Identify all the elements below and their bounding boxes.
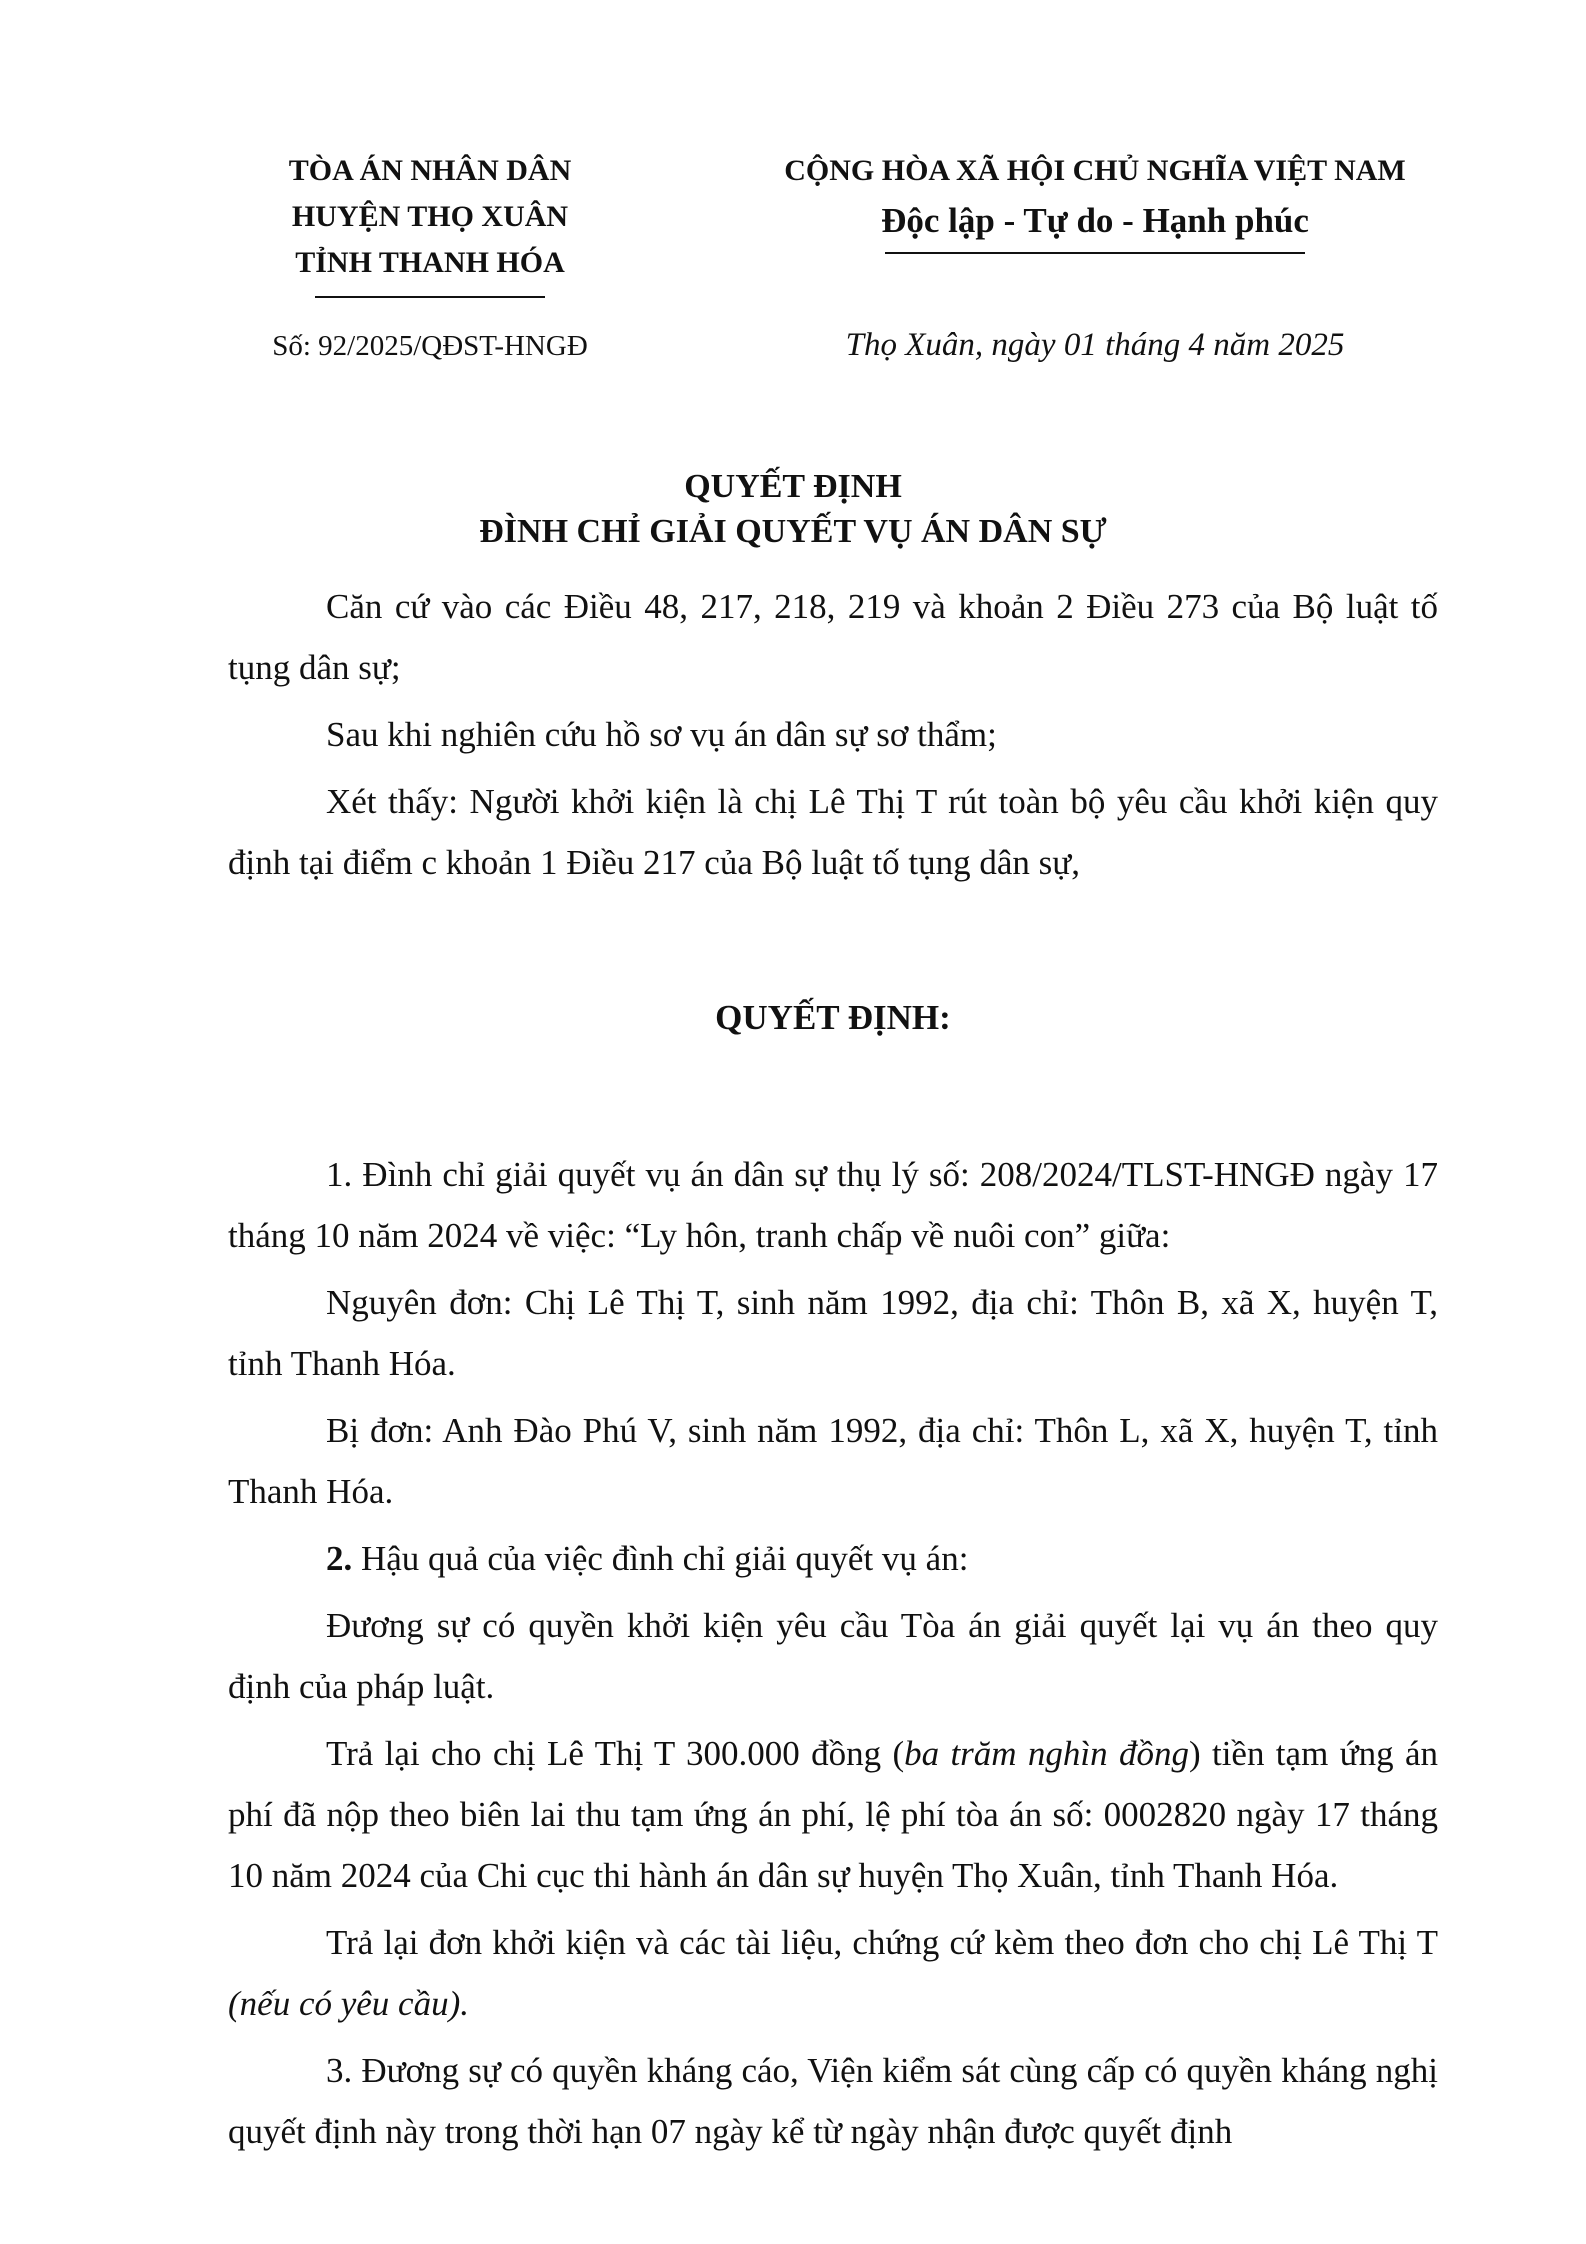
court-name-line2: HUYỆN THỌ XUÂN bbox=[291, 200, 569, 233]
preamble-legal-basis: Căn cứ vào các Điều 48, 217, 218, 219 và khoản 2 Điều 273 của Bộ luật tố tụng dân sự; bbox=[228, 587, 1438, 687]
national-header bbox=[690, 148, 1500, 254]
decision-item-2-text: Hậu quả của việc đình chỉ giải quyết vụ án: bbox=[352, 1539, 969, 1578]
document-date: Thọ Xuân, ngày 01 tháng 4 năm 2025 bbox=[845, 327, 1345, 363]
decision-item-2-number: 2. bbox=[326, 1539, 353, 1578]
return-condition: (nếu có yêu cầu). bbox=[228, 1984, 469, 2023]
return-text: Trả lại đơn khởi kiện và các tài liệu, chứng cứ kèm theo đơn cho chị Lê Thị T bbox=[326, 1923, 1438, 1962]
court-name-line1: TÒA ÁN NHÂN DÂN bbox=[288, 154, 572, 187]
document-title bbox=[0, 464, 1586, 554]
decision-item-2 bbox=[228, 1528, 1438, 1589]
consequence-return-documents bbox=[228, 1912, 1438, 2034]
decision-item-1: 1. Đình chỉ giải quyết vụ án dân sự thụ lý số: 208/2024/TLST-HNGĐ ngày 17 tháng 10 năm 2024 về việc: “Ly hôn, tranh chấp về nuôi con” giữa: bbox=[228, 1155, 1438, 1255]
consequence-relitigate: Đương sự có quyền khởi kiện yêu cầu Tòa án giải quyết lại vụ án theo quy định của pháp luật. bbox=[228, 1606, 1438, 1706]
plaintiff-info: Nguyên đơn: Chị Lê Thị T, sinh năm 1992, địa chỉ: Thôn B, xã X, huyện T, tỉnh Thanh Hóa. bbox=[228, 1283, 1438, 1383]
preamble-review: Sau khi nghiên cứu hồ sơ vụ án dân sự sơ thẩm; bbox=[326, 715, 997, 754]
court-name-line3: TỈNH THANH HÓA bbox=[295, 246, 565, 279]
defendant-info: Bị đơn: Anh Đào Phú V, sinh năm 1992, địa chỉ: Thôn L, xã X, huyện T, tỉnh Thanh Hóa. bbox=[228, 1411, 1438, 1511]
national-header-divider bbox=[885, 252, 1305, 254]
national-motto: Độc lập - Tự do - Hạnh phúc bbox=[881, 201, 1309, 240]
refund-amount-words: ba trăm nghìn đồng bbox=[904, 1734, 1189, 1773]
refund-text-part2: ) tiền tạm ứng án phí đã nộp theo biên lai thu tạm ứng án phí, lệ phí tòa án số: 0002820 ngày 17 tháng 10 năm 2024 của Chi cục thi hành án dân sự huyện Thọ Xuân, tỉnh Thanh Hóa. bbox=[228, 1734, 1438, 1895]
decision-item-3: 3. Đương sự có quyền kháng cáo, Viện kiểm sát cùng cấp có quyền kháng nghị quyết định này trong thời hạn 07 ngày kể từ ngày nhận được quyết định bbox=[228, 2051, 1438, 2151]
document-number: Số: 92/2025/QĐST-HNGĐ bbox=[272, 330, 588, 362]
court-header-divider bbox=[315, 296, 545, 298]
national-title: CỘNG HÒA XÃ HỘI CHỦ NGHĨA VIỆT NAM bbox=[784, 154, 1406, 187]
consequence-refund-fee bbox=[228, 1723, 1438, 1906]
document-title-line1: QUYẾT ĐỊNH bbox=[684, 468, 902, 505]
document-body bbox=[228, 576, 1438, 2162]
court-header bbox=[215, 148, 645, 298]
document-title-line2: ĐÌNH CHỈ GIẢI QUYẾT VỤ ÁN DÂN SỰ bbox=[479, 513, 1107, 550]
refund-text-part1: Trả lại cho chị Lê Thị T 300.000 đồng ( bbox=[326, 1734, 905, 1773]
decision-heading: QUYẾT ĐỊNH: bbox=[715, 998, 951, 1037]
preamble-consideration: Xét thấy: Người khởi kiện là chị Lê Thị T rút toàn bộ yêu cầu khởi kiện quy định tại điểm c khoản 1 Điều 217 của Bộ luật tố tụng dân sự, bbox=[228, 782, 1438, 882]
